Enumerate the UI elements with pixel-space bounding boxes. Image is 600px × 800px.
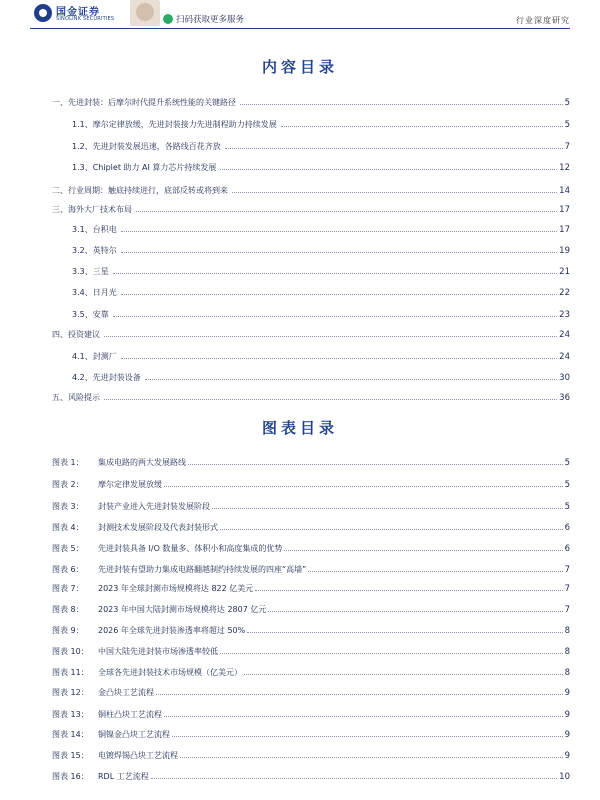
figure-entry-label: 图表 3： bbox=[52, 502, 84, 511]
toc-entry-page: 5 bbox=[564, 120, 570, 130]
figure-entry-label: 图表 1： bbox=[52, 458, 84, 467]
toc-entry-page: 14 bbox=[559, 186, 570, 196]
figure-entry-label: 图表 15： bbox=[52, 751, 89, 760]
toc-leader-dots bbox=[136, 211, 557, 212]
logo-mark-icon bbox=[34, 4, 52, 22]
figure-entry-label: 图表 12： bbox=[52, 688, 89, 697]
toc-leader-dots bbox=[113, 316, 557, 317]
figure-entry-title: 铜柱凸块工艺流程 bbox=[98, 710, 162, 719]
toc-leader-dots bbox=[240, 104, 563, 105]
toc-entry[interactable] bbox=[52, 369, 570, 383]
toc-entry-page: 23 bbox=[559, 310, 570, 320]
figure-entry[interactable] bbox=[52, 643, 570, 657]
toc-leader-dots bbox=[121, 294, 557, 295]
figure-entry-page: 5 bbox=[564, 458, 570, 468]
figure-entry-title: 2023 年全球封测市场规模将达 822 亿美元 bbox=[98, 584, 254, 593]
figure-leader-dots bbox=[284, 550, 562, 551]
figure-entry-title: 金凸块工艺流程 bbox=[98, 688, 154, 697]
toc-leader-dots bbox=[145, 379, 557, 380]
figure-entry-title: 先进封装有望助力集成电路翻越制约持续发展的四座“高墙” bbox=[98, 565, 307, 574]
toc-entry-title: 3.5、安靠 bbox=[52, 309, 111, 320]
figure-entry-label: 图表 13： bbox=[52, 710, 89, 719]
figure-leader-dots bbox=[172, 736, 563, 737]
toc-entry-page: 17 bbox=[559, 205, 570, 215]
toc-leader-dots bbox=[121, 358, 557, 359]
toc-entry[interactable] bbox=[52, 263, 570, 277]
figure-entry-page: 7 bbox=[564, 565, 570, 575]
wechat-icon bbox=[163, 14, 173, 24]
figure-entry-page: 8 bbox=[564, 668, 570, 678]
figure-entry[interactable] bbox=[52, 706, 570, 720]
figure-entry-label: 图表 16： bbox=[52, 772, 89, 781]
qr-code-image bbox=[130, 0, 160, 26]
toc-entry-title: 4.2、先进封装设备 bbox=[52, 372, 143, 383]
figure-leader-dots bbox=[255, 590, 562, 591]
toc-entry-title: 3.2、英特尔 bbox=[52, 245, 119, 256]
figure-entry-label: 图表 6： bbox=[52, 565, 84, 574]
toc-entry-page: 17 bbox=[559, 225, 570, 235]
toc-leader-dots bbox=[104, 399, 557, 400]
figure-entry-page: 9 bbox=[564, 688, 570, 698]
figure-leader-dots bbox=[164, 716, 563, 717]
figure-entry[interactable] bbox=[52, 747, 570, 761]
figure-leader-dots bbox=[188, 464, 563, 465]
toc-entry[interactable] bbox=[52, 182, 570, 196]
figure-entry[interactable] bbox=[52, 454, 570, 468]
figure-entry-title: 铜镍金凸块工艺流程 bbox=[98, 730, 170, 739]
toc-entry[interactable] bbox=[52, 326, 570, 340]
toc-leader-dots bbox=[232, 192, 557, 193]
figure-entry-title: 封装产业进入先进封装发展阶段 bbox=[98, 502, 210, 511]
header-divider bbox=[30, 28, 570, 29]
toc-entry[interactable] bbox=[52, 116, 570, 130]
figure-entry-title: 2026 年全球先进封装渗透率将超过 50% bbox=[98, 626, 246, 635]
figure-entry-title: RDL 工艺流程 bbox=[98, 772, 149, 781]
figure-leader-dots bbox=[220, 529, 563, 530]
toc-leader-dots bbox=[281, 126, 563, 127]
figure-entry-label: 图表 7： bbox=[52, 584, 84, 593]
toc-entry-title: 五、风险提示 bbox=[52, 393, 100, 402]
figure-entry[interactable] bbox=[52, 519, 570, 533]
logo-chinese-name: 国金证券 bbox=[56, 7, 100, 18]
figure-entry-label: 图表 5： bbox=[52, 544, 84, 553]
figure-entry-title: 集成电路的两大发展路线 bbox=[98, 458, 186, 467]
figure-entry-title: 摩尔定律发展放缓 bbox=[98, 480, 162, 489]
figure-entry[interactable] bbox=[52, 498, 570, 512]
figure-entry-page: 7 bbox=[564, 584, 570, 594]
toc-entry-title: 1.3、Chiplet 助力 AI 算力芯片持续发展 bbox=[52, 162, 218, 173]
figure-entry[interactable] bbox=[52, 580, 570, 594]
toc-entry-page: 24 bbox=[559, 330, 570, 340]
figure-entry-title: 中国大陆先进封装市场渗透率较低 bbox=[98, 647, 218, 656]
toc-entry[interactable] bbox=[52, 201, 570, 215]
toc-entry[interactable] bbox=[52, 348, 570, 362]
toc-entry[interactable] bbox=[52, 306, 570, 320]
toc-entry[interactable] bbox=[52, 159, 570, 173]
toc-leader-dots bbox=[121, 231, 557, 232]
figure-entry-page: 9 bbox=[564, 751, 570, 761]
figure-leader-dots bbox=[220, 653, 563, 654]
toc-entry-title: 3.3、三星 bbox=[52, 266, 111, 277]
toc-leader-dots bbox=[113, 273, 557, 274]
report-type-label: 行业深度研究 bbox=[516, 16, 570, 25]
toc-entry-title: 3.4、日月光 bbox=[52, 287, 119, 298]
toc-entry-page: 5 bbox=[564, 98, 570, 108]
figure-leader-dots bbox=[308, 571, 562, 572]
figure-entry-page: 6 bbox=[564, 523, 570, 533]
figure-entry[interactable] bbox=[52, 540, 570, 554]
figure-entry[interactable] bbox=[52, 476, 570, 490]
figure-entry[interactable] bbox=[52, 684, 570, 698]
figure-entry-label: 图表 4： bbox=[52, 523, 84, 532]
figure-entry[interactable] bbox=[52, 664, 570, 678]
figure-entry-title: 先进封装具备 I/O 数量多、体积小和高度集成的优势 bbox=[98, 544, 283, 553]
toc-entry[interactable] bbox=[52, 94, 570, 108]
toc-leader-dots bbox=[220, 169, 557, 170]
figure-entry-label: 图表 14： bbox=[52, 730, 89, 739]
figure-entry-page: 9 bbox=[564, 710, 570, 720]
figure-entry-label: 图表 2： bbox=[52, 480, 84, 489]
toc-entry[interactable] bbox=[52, 284, 570, 298]
figure-entry-label: 图表 8： bbox=[52, 605, 84, 614]
figure-entry-page: 6 bbox=[564, 544, 570, 554]
page-header bbox=[0, 0, 600, 30]
figure-entry-page: 5 bbox=[564, 502, 570, 512]
figure-entry[interactable] bbox=[52, 601, 570, 615]
figure-entry[interactable] bbox=[52, 768, 570, 782]
toc-entry-page: 24 bbox=[559, 352, 570, 362]
toc-entry[interactable] bbox=[52, 389, 570, 403]
figure-entry-label: 图表 10： bbox=[52, 647, 89, 656]
toc-leader-dots bbox=[225, 148, 563, 149]
toc-entry[interactable] bbox=[52, 242, 570, 256]
figure-entry-title: 全球各先进封装技术市场规模（亿美元） bbox=[98, 668, 242, 677]
figure-entry[interactable] bbox=[52, 561, 570, 575]
figure-list-title: 图表目录 bbox=[261, 419, 338, 437]
scan-service-text: 扫码获取更多服务 bbox=[176, 15, 245, 25]
figure-entry-title: 2023 年中国大陆封测市场规模将达 2807 亿元 bbox=[98, 605, 267, 614]
toc-entry[interactable] bbox=[52, 221, 570, 235]
figure-entry-page: 9 bbox=[564, 730, 570, 740]
logo-english-name: SINOLINK SECURITIES bbox=[56, 16, 115, 22]
toc-entry-title: 4.1、封测厂 bbox=[52, 351, 119, 362]
toc-entry-page: 30 bbox=[559, 373, 570, 383]
figure-entry[interactable] bbox=[52, 726, 570, 740]
figure-leader-dots bbox=[151, 778, 557, 779]
figure-entry-page: 7 bbox=[564, 605, 570, 615]
toc-entry-title: 1.2、先进封装发展迅速，各路线百花齐放 bbox=[52, 141, 223, 152]
figure-entry-page: 10 bbox=[559, 772, 570, 782]
toc-entry-page: 7 bbox=[564, 142, 570, 152]
figure-entry-page: 5 bbox=[564, 480, 570, 490]
toc-title: 内容目录 bbox=[261, 58, 338, 76]
toc-entry-title: 1.1、摩尔定律放缓，先进封装接力先进制程助力持续发展 bbox=[52, 119, 279, 130]
toc-leader-dots bbox=[104, 336, 557, 337]
toc-entry-page: 22 bbox=[559, 288, 570, 298]
figure-entry-title: 封测技术发展阶段及代表封装形式 bbox=[98, 523, 218, 532]
toc-entry-title: 三、海外大厂技术布局 bbox=[52, 205, 132, 214]
figure-leader-dots bbox=[268, 611, 562, 612]
toc-entry-title: 3.1、台积电 bbox=[52, 224, 119, 235]
figure-leader-dots bbox=[164, 486, 563, 487]
figure-leader-dots bbox=[247, 632, 562, 633]
toc-entry-title: 二、行业周期：触底持续进行，底部反转或将到来 bbox=[52, 186, 228, 195]
toc-entry[interactable] bbox=[52, 138, 570, 152]
figure-entry-label: 图表 9： bbox=[52, 626, 84, 635]
figure-entry-page: 8 bbox=[564, 626, 570, 636]
toc-entry-page: 19 bbox=[559, 246, 570, 256]
figure-entry-page: 8 bbox=[564, 647, 570, 657]
figure-leader-dots bbox=[244, 674, 563, 675]
toc-entry-page: 21 bbox=[559, 267, 570, 277]
toc-entry-page: 12 bbox=[559, 163, 570, 173]
figure-leader-dots bbox=[180, 757, 563, 758]
figure-entry-label: 图表 11： bbox=[52, 668, 89, 677]
toc-entry-title: 四、投资建议 bbox=[52, 330, 100, 339]
figure-leader-dots bbox=[156, 694, 563, 695]
toc-entry-title: 一、先进封装：后摩尔时代提升系统性能的关键路径 bbox=[52, 98, 236, 107]
figure-entry-title: 电镀焊锡凸块工艺流程 bbox=[98, 751, 178, 760]
figure-leader-dots bbox=[212, 508, 563, 509]
toc-leader-dots bbox=[121, 252, 557, 253]
toc-entry-page: 36 bbox=[559, 393, 570, 403]
figure-entry[interactable] bbox=[52, 622, 570, 636]
company-logo bbox=[34, 3, 124, 25]
